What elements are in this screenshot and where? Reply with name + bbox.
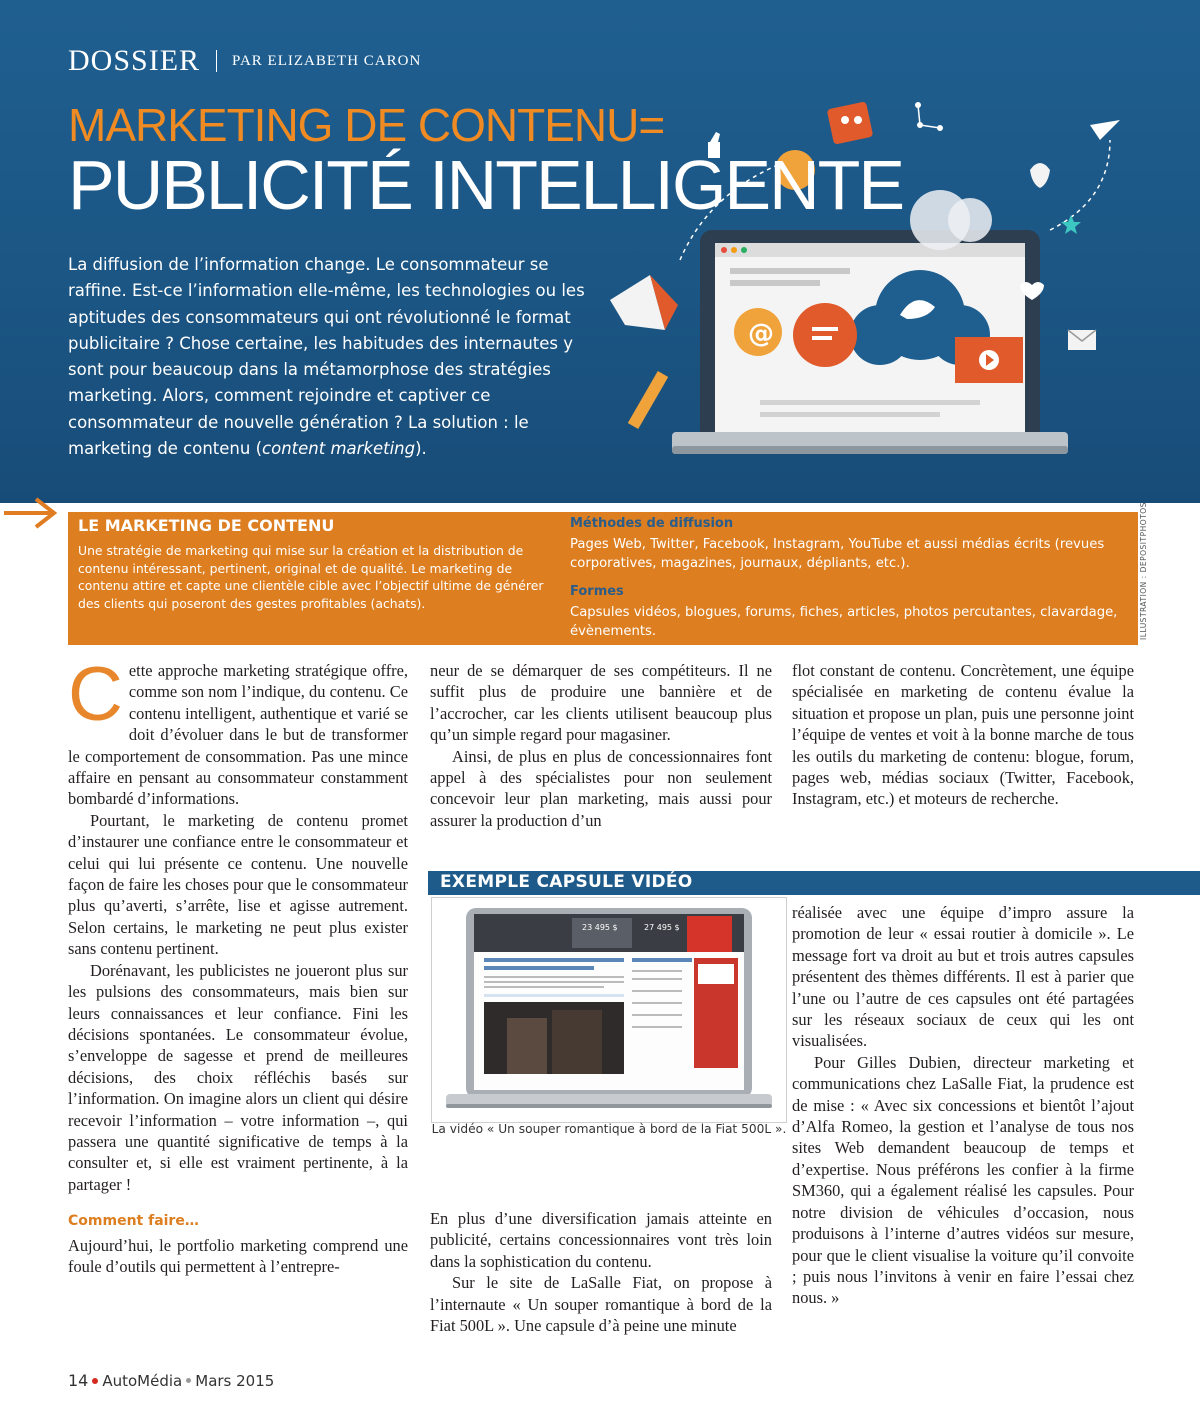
star-icon xyxy=(1061,215,1081,234)
price-tag-1: 23 495 $ xyxy=(582,923,618,932)
laptop-video-image xyxy=(432,898,786,1122)
people-icon xyxy=(827,101,874,145)
arrow-right-icon xyxy=(2,493,60,533)
article-paragraph: Cette approche marketing stratégique offre, comme son nom l’indique, du contenu. Ce contenu intelligent, authentique et varié se doit d’évoluer dans le but de transformer le comportement de consommation. Pas une mince affaire en pensant au consommateur constamment bombardé d’informations. xyxy=(68,652,408,809)
page-number: 14 xyxy=(68,1371,89,1390)
byline: PAR ELIZABETH CARON xyxy=(232,53,422,69)
article-paragraph: réalisée avec une équipe d’impro assure la promotion de leur « essai routier à domicile ». Le message fort va droit au but et trois autres capsules présentent des thèmes différents. Il est à parier que l’une ou l’autre de ces capsules ont été partagées sur les réseaux sociaux de ceux qui les ont visualisées. xyxy=(792,903,1134,1051)
marketing-illustration xyxy=(590,80,1190,500)
headline-line2: PUBLICITÉ INTELLIGENTE xyxy=(68,146,904,224)
image-caption: La vidéo « Un souper romantique à bord de la Fiat 500L ». xyxy=(431,1122,787,1136)
subheading: Comment faire… xyxy=(68,1213,199,1230)
header-divider xyxy=(216,50,217,72)
article-paragraph: Dorénavant, les publicistes ne joueront plus sur les pulsions des consommateurs, mais bien sur leurs connaissances et leur confiance. Fini les décisions spontanées. Le consommateur évolue, s’enveloppe de sagesse et prend de meilleures décisions, des choix réfléchis basés sur l’information. On imagine alors un client qui désire recevoir l’information – votre information –, qui passera une quantité significative de temps à la consulter et, si elle est vraiment pertinente, à la partager ! xyxy=(68,960,408,1194)
bullet-dot-icon xyxy=(186,1378,191,1383)
svg-text:@: @ xyxy=(748,319,774,349)
example-header-bar xyxy=(428,871,1200,895)
speech-bubble-icon xyxy=(793,303,857,367)
formats-text: Capsules vidéos, blogues, forums, fiches, articles, photos percutantes, clavardage, évènements. xyxy=(570,605,1118,639)
article-column-2-continued xyxy=(430,1208,772,1336)
methods-text: Pages Web, Twitter, Facebook, Instagram, YouTube et aussi médias écrits (revues corporatives, magazines, journaux, dépliants, etc.). xyxy=(570,537,1105,571)
article-paragraph: Ainsi, de plus en plus de concessionnaires font appel à des spécialistes pour non seulement concevoir leur plan marketing, mais aussi pour assurer la production d’un xyxy=(430,746,772,830)
definition-text: Une stratégie de marketing qui mise sur la création et la distribution de contenu intéressant, pertinent, original et de qualité. Le marketing de contenu attire et capte une clientèle cible avec l’objectif ultime de générer des clients qui poseront des gestes profitables (achats). xyxy=(78,543,544,611)
article-column-2 xyxy=(430,660,772,831)
article-paragraph: Pour Gilles Dubien, directeur marketing et communications chez LaSalle Fiat, la prudence est de mise : « Avec six concessions et bientôt l’ajout d’Alfa Romeo, la gestion et l’analyse de tous nos sites Web demandent beaucoup de temps et d’expertise. Nous préférons les confier à la firme SM360, qui a également réalisé les capsules. Pour notre division de véhicules d’occasion, nous produisons à l’interne d’autres vidéos sur mesure, pour que le client visualise la voiture qu’il convoite ; puis nous l’invitons à venir en faire l’essai chez nous. » xyxy=(792,1052,1134,1308)
article-paragraph: neur de se démarquer de ses compétiteurs. Il ne suffit plus de produire une bannière et de l’accrocher, car les clients utilisent beaucoup plus qu’un simple regard pour magasiner. xyxy=(430,661,772,745)
article-column-1 xyxy=(68,652,408,1277)
issue-date: Mars 2015 xyxy=(195,1372,275,1390)
article-column-3 xyxy=(792,660,1134,810)
article-paragraph: Pourtant, le marketing de contenu promet d’instaurer une confiance entre le consommateur et celui qui lui présente ce contenu. Une nouvelle façon de faire les choses pour que le consommateur plus qu’averti, s’arrête, lise et agisse autrement. Selon certains, le marketing ne peut plus exister sans contenu pertinent. xyxy=(68,810,408,959)
headline-line1: MARKETING DE CONTENU= xyxy=(68,99,665,151)
intro-paragraph: La diffusion de l’information change. Le consommateur se raffine. Est-ce l’information elle-même, les technologies ou les aptitudes des consommateurs qui ont révolutionné le format publicitaire ? Chose certaine, les habitudes des internautes y sont pour beaucoup dans la métamorphose des stratégies marketing. Alors, comment rejoindre et captiver ce consommateur de nouvelle génération ? La solution : le marketing de contenu (content marketing). xyxy=(68,255,585,459)
article-paragraph: Sur le site de LaSalle Fiat, on propose à l’internaute « Un souper romantique à bord de la Fiat 500L ». Une capsule d’à peine une minute xyxy=(430,1273,772,1336)
article-paragraph: flot constant de contenu. Concrètement, une équipe spécialisée en marketing de contenu évalue la situation et propose un plan, puis une personne joint l’équipe de ventes et voit à la bonne marche de tous les outils du marketing de contenu: blogue, forum, pages web, médias sociaux (Twitter, Facebook, Instagram, etc.) et moteurs de recherche. xyxy=(792,661,1134,809)
article-paragraph: En plus d’une diversification jamais atteinte en publicité, certains concessionnaires vont très loin dans la sophistication du contenu. xyxy=(430,1209,772,1271)
bullet-dot-icon xyxy=(92,1378,98,1384)
example-title: EXEMPLE CAPSULE VIDÉO xyxy=(440,872,693,892)
definition-box xyxy=(68,512,1138,645)
price-tag-2: 27 495 $ xyxy=(644,923,680,932)
magazine-name: AutoMédia xyxy=(102,1372,183,1390)
methods-heading: Méthodes de diffusion xyxy=(570,516,734,531)
lightbulb-icon xyxy=(1030,163,1050,188)
section-label: DOSSIER xyxy=(68,44,201,77)
video-screenshot xyxy=(431,897,787,1123)
definition-title: LE MARKETING DE CONTENU xyxy=(78,516,335,535)
article-paragraph: Aujourd’hui, le portfolio marketing comprend une foule d’outils qui permettent à l’entrepre- xyxy=(68,1235,408,1276)
header-banner xyxy=(0,0,1200,503)
drop-cap: C xyxy=(68,652,123,737)
pencil-icon xyxy=(628,371,668,429)
page-footer xyxy=(68,1371,274,1390)
article-column-3-continued xyxy=(792,902,1134,1309)
photo-credit: ILLUSTRATION : DEPOSITPHOTOS xyxy=(1139,502,1148,640)
paper-plane-icon xyxy=(1090,120,1120,140)
formats-heading: Formes xyxy=(570,584,624,599)
